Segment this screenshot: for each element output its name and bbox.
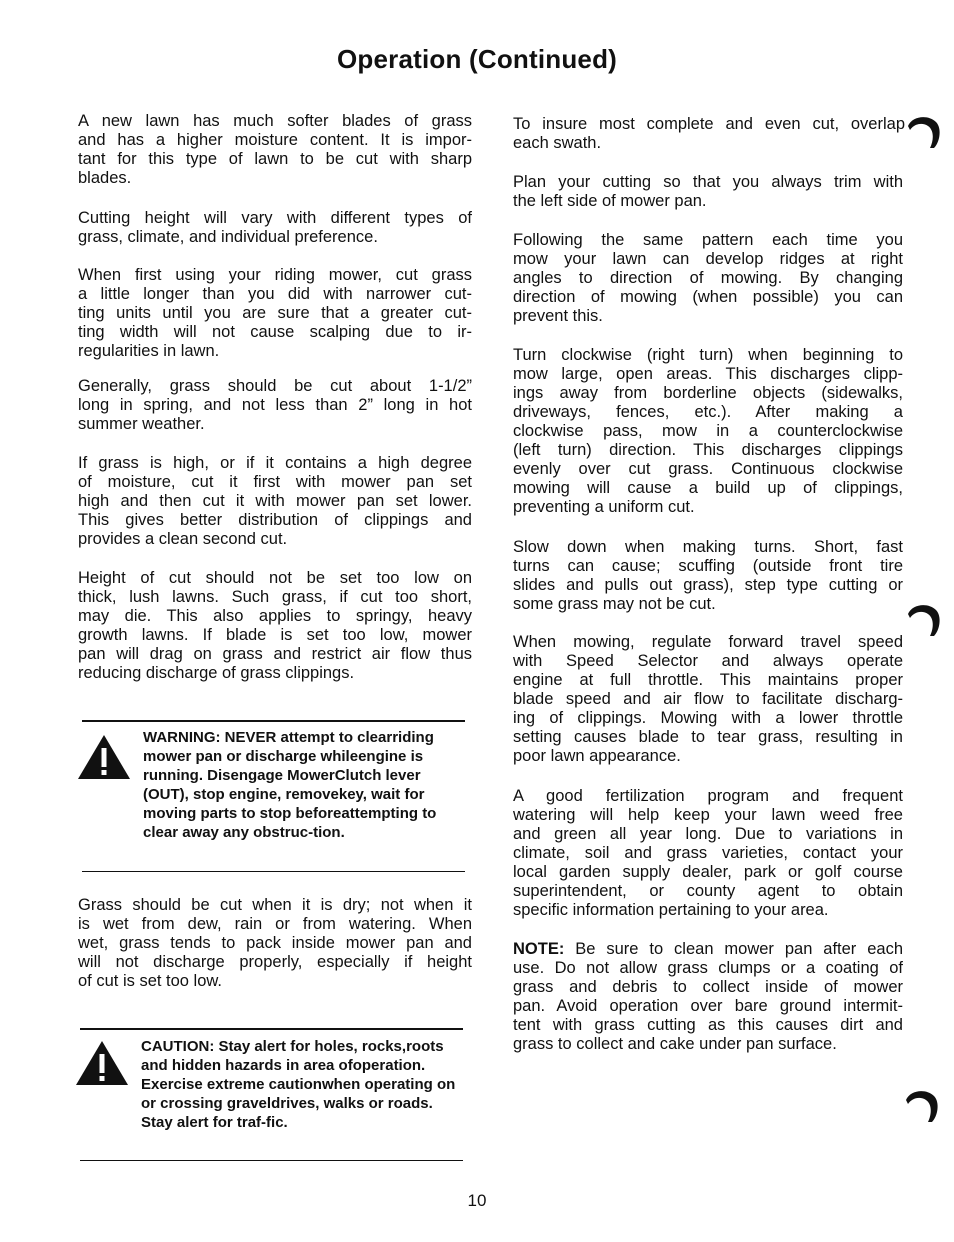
text-line: Following the same pattern each time you <box>513 231 903 249</box>
text-line: reducing discharge of grass clippings. <box>78 664 355 682</box>
page-title: Operation (Continued) <box>336 44 618 74</box>
paragraph-cutting-height <box>78 209 472 247</box>
text-line: (left turn) direction. This discharges clippings <box>513 441 903 459</box>
paragraph-high-grass <box>78 454 472 549</box>
text-line: pan will drag on grass and restrict air flow thus <box>78 645 472 663</box>
text-line: This gives better distribution of clippings and <box>78 511 472 529</box>
text-line: grass and debris to collect inside of mower <box>513 978 903 996</box>
text-line: WARNING: NEVER attempt to clear <box>143 729 393 746</box>
text-line: angles to direction of mowing. By changing <box>513 269 903 287</box>
text-line: slides and pulls out grass), step type cutting or <box>513 576 903 594</box>
text-line: direction of mowing (when possible) you can <box>513 288 903 306</box>
text-line: setting causes blade to tear grass, resulting in <box>513 728 903 746</box>
text-line: evenly over cut grass. Continuous clockwise <box>513 460 903 478</box>
text-line: turns can cause; scuffing (outside front tire <box>513 557 903 575</box>
text-line: Plan your cutting so that you always trim with <box>513 173 903 191</box>
paragraph-grass-length <box>78 377 472 434</box>
text-line: grass to collect and cake under pan surface. <box>513 1035 837 1053</box>
text-line: local garden supply dealer, park or golf course <box>513 863 903 881</box>
caution-bottom-rule <box>80 1160 463 1161</box>
text-line: with Speed Selector and always operate <box>513 652 903 670</box>
text-line: If grass is high, or if it contains a high degree <box>78 454 472 472</box>
text-line: Generally, grass should be cut about 1-1/2” <box>78 377 472 395</box>
text-line: mow large, open areas. This discharges clipp- <box>513 365 903 383</box>
paragraph-overlap <box>513 115 905 153</box>
text-line: prevent this. <box>513 307 603 325</box>
text-line: Height of cut should not be set too low on <box>78 569 472 587</box>
text-line: a little longer than you did with narrower cut- <box>78 285 472 303</box>
text-line: climate, soil and grass varieties, contact your <box>513 844 903 862</box>
text-line: engine is running. Disengage Mower <box>143 748 424 784</box>
paragraph-pattern <box>513 231 903 326</box>
binder-hole-mark-icon <box>904 112 944 152</box>
paragraph-fertilization <box>513 787 903 920</box>
text-line: ings away from borderline objects (sidewalks, <box>513 384 903 402</box>
text-line: each swath. <box>513 134 602 152</box>
text-line: mowing will cause a build up of clippings, <box>513 479 903 497</box>
text-line: When first using your riding mower, cut grass <box>78 266 472 284</box>
caution-top-rule <box>80 1028 463 1030</box>
text-line: superintendent, or county agent to obtain <box>513 882 903 900</box>
text-line: A new lawn has much softer blades of grass <box>78 112 472 130</box>
text-line: poor lawn appearance. <box>513 747 681 765</box>
paragraph-forward-speed <box>513 633 903 766</box>
text-line: and green all year long. Due to variations in <box>513 825 903 843</box>
text-line: blades. <box>78 169 132 187</box>
text-line: driveways, fences, etc.). After making a <box>513 403 903 421</box>
text-line: Slow down when making turns. Short, fast <box>513 538 903 556</box>
binder-hole-mark-icon <box>904 600 944 640</box>
text-line: Turn clockwise (right turn) when beginning to <box>513 346 903 364</box>
text-line: tent with grass cutting as this causes dirt and <box>513 1016 903 1034</box>
text-line: drives, walks or roads. Stay alert for traf- <box>141 1095 433 1131</box>
text-line: attempting to clear away any obstruc- <box>143 805 437 841</box>
caution-triangle-icon <box>74 1039 130 1087</box>
text-line: Grass should be cut when it is dry; not when it <box>78 896 472 914</box>
text-line: growth lawns. If blade is set too low, mower <box>78 626 472 644</box>
text-line: grass, climate, and individual preference. <box>78 228 378 246</box>
text-line: when operating on or crossing gravel <box>141 1076 456 1112</box>
text-line: high and then cut it with mower pan set lower. <box>78 492 472 510</box>
text-line <box>513 940 903 959</box>
text-line: CAUTION: Stay alert for holes, rocks, <box>141 1038 407 1055</box>
text-line: thick, lush lawns. Such grass, if cut too short, <box>78 588 472 606</box>
text-line: and has a higher moisture content. It is impor- <box>78 131 472 149</box>
text-line: preventing a uniform cut. <box>513 498 695 516</box>
note-label: NOTE: <box>513 940 565 958</box>
text-line: riding mower pan or discharge while <box>143 729 434 765</box>
text-line: When mowing, regulate forward travel speed <box>513 633 903 651</box>
text-line: may die. This also applies to springy, heavy <box>78 607 472 625</box>
text-line: A good fertilization program and frequent <box>513 787 903 805</box>
text-line: ing of clippings. Mowing with a lower throttle <box>513 709 903 727</box>
text-line: Cutting height will vary with different types of <box>78 209 472 227</box>
paragraph-turn-clockwise <box>513 346 903 517</box>
text-line: specific information pertaining to your area. <box>513 901 829 919</box>
text-line: fic. <box>266 1114 288 1131</box>
binder-hole-mark-icon <box>902 1086 942 1126</box>
caution-text <box>141 1037 466 1132</box>
paragraph-note <box>513 940 903 1054</box>
paragraph-slow-down <box>513 538 903 614</box>
text-line: watering will help keep your lawn weed free <box>513 806 903 824</box>
text-line: provides a clean second cut. <box>78 530 288 548</box>
text-line: ting width will not cause scalping due to ir- <box>78 323 472 341</box>
page-number: 10 <box>467 1191 487 1210</box>
text-line: pan. Avoid operation over bare ground intermit- <box>513 997 903 1015</box>
text-line: the left side of mower pan. <box>513 192 707 210</box>
text-line: some grass may not be cut. <box>513 595 716 613</box>
paragraph-dry-grass <box>78 896 472 991</box>
text-line: key, wait for moving parts to stop before <box>143 786 425 822</box>
text-line: wet, grass tends to pack inside mower pan and <box>78 934 472 952</box>
note-text: Be sure to clean mower pan after each <box>564 940 903 958</box>
text-line: engine at full throttle. This maintains proper <box>513 671 903 689</box>
warning-bottom-rule <box>82 871 465 872</box>
text-line: tion. <box>313 824 345 841</box>
text-line: ting units until you are sure that a greater cut- <box>78 304 472 322</box>
warning-top-rule <box>82 720 465 722</box>
text-line: roots and hidden hazards in area of <box>141 1038 444 1074</box>
text-line: tant for this type of lawn to be cut with sharp <box>78 150 472 168</box>
text-line: long in spring, and not less than 2” long in hot <box>78 396 472 414</box>
text-line: of moisture, cut it first with mower pan set <box>78 473 472 491</box>
text-line: use. Do not allow grass clumps or a coating of <box>513 959 903 977</box>
text-line: To insure most complete and even cut, overlap <box>513 115 905 133</box>
text-line: summer weather. <box>78 415 205 433</box>
text-line: Clutch lever (OUT), stop engine, remove <box>143 767 421 803</box>
text-line: of cut is set too low. <box>78 972 222 990</box>
text-line: clockwise pass, mow in a counterclockwise <box>513 422 903 440</box>
warning-text <box>143 728 468 842</box>
text-line: blade speed and air flow to facilitate discharg- <box>513 690 903 708</box>
paragraph-height-of-cut <box>78 569 472 683</box>
paragraph-new-lawn <box>78 112 472 188</box>
text-line: regularities in lawn. <box>78 342 220 360</box>
text-line: mow your lawn can develop ridges at right <box>513 250 903 268</box>
text-line: operation. Exercise extreme caution <box>141 1057 426 1093</box>
paragraph-first-use <box>78 266 472 361</box>
warning-triangle-icon <box>76 733 132 781</box>
text-line: will not discharge properly, especially if height <box>78 953 472 971</box>
paragraph-plan-cutting <box>513 173 903 211</box>
text-line: is wet from dew, rain or from watering. When <box>78 915 472 933</box>
